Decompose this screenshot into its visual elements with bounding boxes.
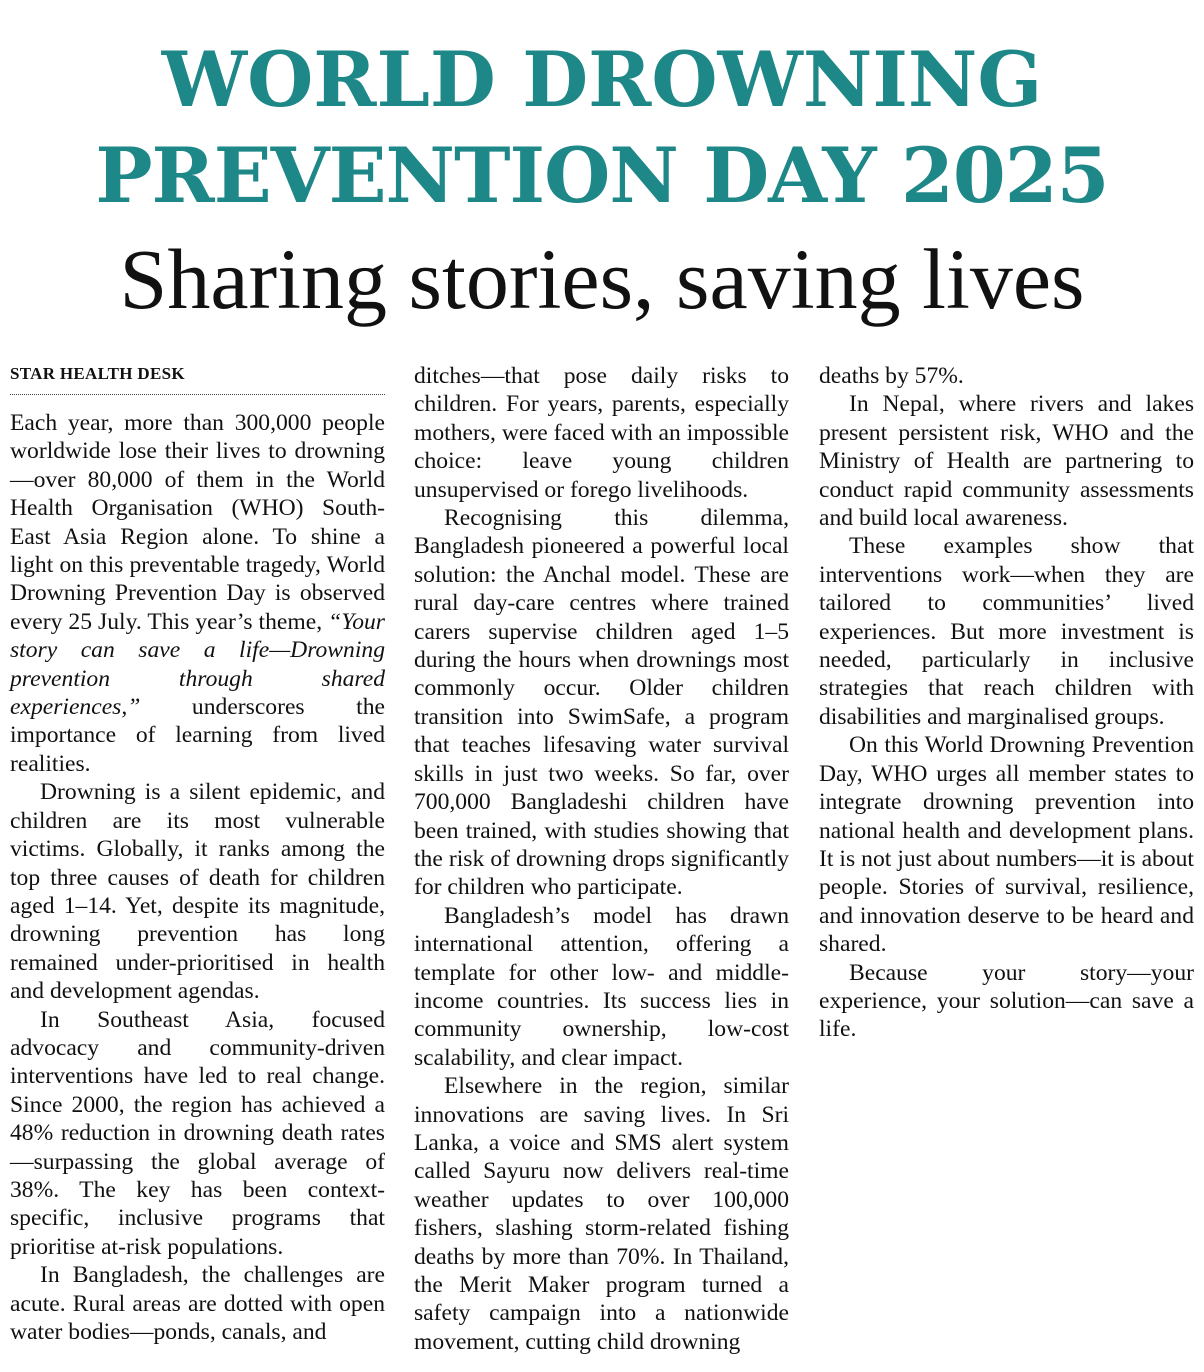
paragraph-regional-innovations-continued: deaths by 57%.	[819, 363, 964, 389]
paragraph-bangladesh-challenges: In Bangladesh, the challenges are acute. Rural areas are dotted with open water bodies—ponds, canals, and	[10, 1262, 385, 1345]
kicker-line-1: WORLD DROWNING	[161, 35, 1043, 124]
article-column-1	[10, 362, 385, 1346]
paragraph-nepal: In Nepal, where rivers and lakes present persistent risk, WHO and the Ministry of Health are partnering to conduct rapid community assessments and build local awareness.	[819, 391, 1194, 532]
paragraph-epidemic: Drowning is a silent epidemic, and children are its most vulnerable victims. Globally, it ranks among the top three causes of death for children aged 1–14. Yet, despite its magnitude, drowning prevention has long remained under-prioritised in health and development agendas.	[10, 779, 385, 1005]
theme-quote: “Your story can save a life—Drowning prevention through shared experiences,”	[10, 608, 385, 721]
paragraph-closing: Because your story—your experience, your solution—can save a life.	[819, 959, 1194, 1043]
paragraph-who-urges: On this World Drowning Prevention Day, WHO urges all member states to integrate drowning prevention into national health and development plans. It is not just about numbers—it is about people. Stories of survival, resilience, and innovation deserve to be heard and shared.	[819, 732, 1194, 958]
paragraph-intro	[10, 409, 385, 778]
byline: STAR HEALTH DESK	[10, 362, 385, 395]
headline: Sharing stories, saving lives	[119, 231, 1085, 327]
article-column-2	[414, 362, 789, 1356]
paragraph-examples: These examples show that interventions work—when they are tailored to communities’ lived experiences. But more investment is needed, particularly in inclusive strategies that reach children with disabilities and marginalised groups.	[819, 533, 1194, 730]
paragraph-bangladesh-model: Bangladesh’s model has drawn international attention, offering a template for other low- and middle-income countries. Its success lies in community ownership, low-cost scalability, and clear impact.	[414, 902, 789, 1071]
article-column-3	[819, 362, 1194, 1044]
intro-text-end: underscores the importance of learning from lived realities.	[10, 694, 385, 777]
paragraph-regional-innovations: Elsewhere in the region, similar innovations are saving lives. In Sri Lanka, a voice and SMS alert system called Sayuru now delivers real-time weather updates to over 100,000 fishers, slashing storm-related fishing deaths by more than 70%. In Thailand, the Merit Maker program turned a safety campaign into a nationwide movement, cutting child drowning	[414, 1073, 789, 1355]
intro-text: Each year, more than 300,000 people worldwide lose their lives to drowning—over 80,000 of them in the World Health Organisation (WHO) South-East Asia Region alone. To shine a light on this preventable tragedy, World Drowning Prevention Day is observed every 25 July. This year’s theme,	[10, 410, 385, 635]
paragraph-southeast-asia: In Southeast Asia, focused advocacy and community-driven interventions have led to real change. Since 2000, the region has achieved a 48% reduction in drowning death rates—surpassing the global average of 38%. The key has been context-specific, inclusive programs that prioritise at-risk populations.	[10, 1006, 385, 1260]
paragraph-bangladesh-challenges-continued: ditches—that pose daily risks to children. For years, parents, especially mothers, were faced with an impossible choice: leave young children unsupervised or forego livelihoods.	[414, 363, 789, 503]
paragraph-anchal-model: Recognising this dilemma, Bangladesh pioneered a powerful local solution: the Anchal model. These are rural day-care centres where trained carers supervise children aged 1–5 during the hours when drownings most commonly occur. Older children transition into SwimSafe, a program that teaches lifesaving water survival skills in just two weeks. So far, over 700,000 Bangladeshi children have been trained, with studies showing that the risk of drowning drops significantly for children who participate.	[414, 505, 789, 901]
kicker-line-2: PREVENTION DAY 2025	[95, 131, 1109, 220]
